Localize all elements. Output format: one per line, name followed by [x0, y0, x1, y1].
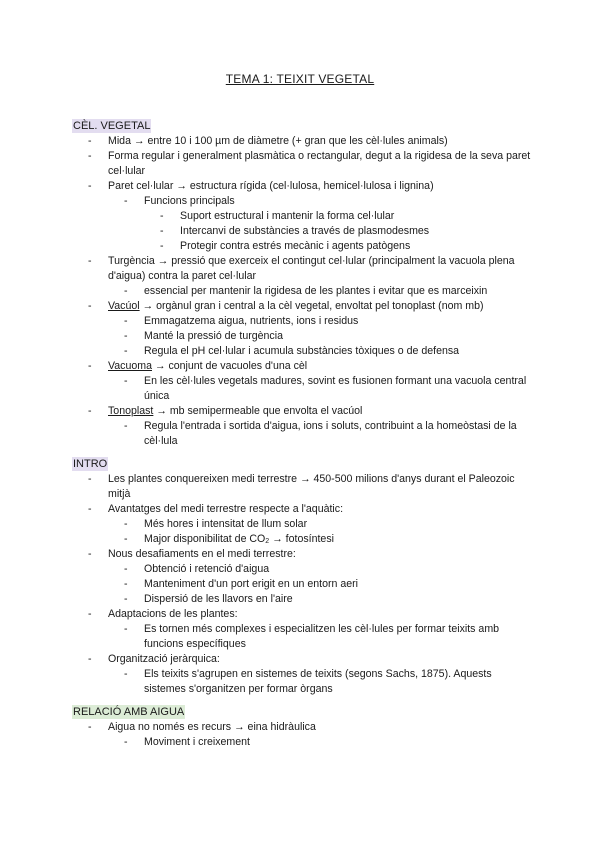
cel-vegetal-list	[72, 134, 532, 449]
bullet-dash-icon: -	[124, 533, 128, 545]
bullet-dash-icon: -	[88, 150, 92, 162]
list-item: - Manté la pressió de turgència	[124, 330, 283, 342]
section-heading-intro: INTRO	[73, 458, 108, 470]
bullet-dash-icon: -	[88, 255, 92, 267]
document-title: TEMA 1: TEIXIT VEGETAL	[225, 72, 375, 86]
bullet-dash-icon: -	[160, 210, 164, 222]
bullet-dash-icon: -	[88, 548, 92, 560]
section-cel-vegetal	[72, 119, 532, 449]
list-item: - Dispersió de les llavors en l'aire	[124, 593, 293, 605]
list-item: - Mida → entre 10 i 100 µm de diàmetre (+ gran que les cèl·lules animals)	[88, 135, 448, 147]
bullet-dash-icon: -	[88, 300, 92, 312]
bullet-dash-icon: -	[88, 360, 92, 372]
bullet-dash-icon: -	[124, 375, 128, 387]
list-item: - Avantatges del medi terrestre respecte a l'aquàtic:	[88, 503, 344, 515]
list-item: - Més hores i intensitat de llum solar	[124, 518, 308, 530]
list-item: - Major disponibilitat de $CO_2$ → fotosíntesi	[124, 533, 334, 545]
bullet-dash-icon: -	[124, 518, 128, 530]
bullet-dash-icon: -	[160, 240, 164, 252]
list-item: - Moviment i creixement	[124, 736, 250, 748]
list-item: - Funcions principals	[124, 195, 235, 207]
list-item: - Regula l'entrada i sortida d'aigua, ions i soluts, contribuint a la homeòstasi de la cèl·lula	[124, 420, 517, 447]
section-relacio-amb-aigua	[72, 705, 532, 750]
bullet-dash-icon: -	[88, 503, 92, 515]
bullet-dash-icon: -	[124, 593, 128, 605]
list-item: - Els teixits s'agrupen en sistemes de teixits (segons Sachs, 1875). Aquests sistemes s'organitzen per formar òrgans	[124, 668, 492, 695]
bullet-dash-icon: -	[160, 225, 164, 237]
section-intro	[72, 457, 532, 697]
list-item: - Forma regular i generalment plasmàtica o rectangular, degut a la rigidesa de la seva paret cel·lular	[88, 150, 531, 177]
list-item: - Adaptacions de les plantes:	[88, 608, 238, 620]
term-vacuol: Vacúol	[108, 300, 140, 312]
bullet-dash-icon: -	[124, 668, 128, 680]
list-item: - Intercanvi de substàncies a través de plasmodesmes	[160, 225, 430, 237]
bullet-dash-icon: -	[124, 285, 128, 297]
bullet-dash-icon: -	[88, 473, 92, 485]
bullet-dash-icon: -	[124, 315, 128, 327]
list-item: - Es tornen més complexes i especialitzen les cèl·lules per formar teixits amb funcions específiques	[124, 623, 500, 650]
list-item: - Turgència → pressió que exerceix el contingut cel·lular (principalment la vacuola plena d'aigua) contra la paret cel·lular	[88, 255, 515, 282]
list-item: - Aigua no només es recurs → eina hidràulica	[88, 721, 316, 733]
list-item: - Protegir contra estrés mecànic i agents patògens	[160, 240, 411, 252]
section-heading-cel-vegetal: CÈL. VEGETAL	[73, 120, 151, 132]
bullet-dash-icon: -	[124, 345, 128, 357]
list-item: - Nous desafiaments en el medi terrestre:	[88, 548, 296, 560]
list-item: - Organització jeràrquica:	[88, 653, 220, 665]
relacio-list	[72, 720, 532, 750]
section-heading-relacio: RELACIÓ AMB AIGUA	[73, 706, 185, 718]
list-item: - Manteniment d'un port erigit en un entorn aeri	[124, 578, 359, 590]
term-tonoplast: Tonoplast	[108, 405, 154, 417]
list-item: - Emmagatzema aigua, nutrients, ions i residus	[124, 315, 359, 327]
list-item: - Obtenció i retenció d'aigua	[124, 563, 270, 575]
list-item: - Les plantes conquereixen medi terrestre → 450-500 milions d'anys durant el Paleozoic mitjà	[88, 473, 515, 500]
bullet-dash-icon: -	[124, 578, 128, 590]
bullet-dash-icon: -	[124, 623, 128, 635]
bullet-dash-icon: -	[124, 195, 128, 207]
list-item: - Vacúol → orgànul gran i central a la cèl vegetal, envoltat pel tonoplast (nom mb)	[88, 300, 484, 312]
bullet-dash-icon: -	[88, 653, 92, 665]
bullet-dash-icon: -	[124, 420, 128, 432]
list-item: - Paret cel·lular → estructura rígida (cel·lulosa, hemicel·lulosa i lignina)	[88, 180, 434, 192]
bullet-dash-icon: -	[88, 180, 92, 192]
intro-list	[72, 472, 532, 697]
list-item: - Vacuoma → conjunt de vacuoles d'una cèl	[88, 360, 308, 372]
bullet-dash-icon: -	[88, 135, 92, 147]
bullet-dash-icon: -	[124, 330, 128, 342]
bullet-dash-icon: -	[88, 721, 92, 733]
bullet-dash-icon: -	[88, 608, 92, 620]
list-item: - En les cèl·lules vegetals madures, sovint es fusionen formant una vacuola central única	[124, 375, 527, 402]
bullet-dash-icon: -	[88, 405, 92, 417]
term-vacuoma: Vacuoma	[108, 360, 152, 372]
bullet-dash-icon: -	[124, 736, 128, 748]
list-item: - Suport estructural i mantenir la forma cel·lular	[160, 210, 395, 222]
list-item: - Regula el pH cel·lular i acumula substàncies tòxiques o de defensa	[124, 345, 460, 357]
list-item: - essencial per mantenir la rigidesa de les plantes i evitar que es marceixin	[124, 285, 488, 297]
bullet-dash-icon: -	[124, 563, 128, 575]
list-item: - Tonoplast → mb semipermeable que envolta el vacúol	[88, 405, 363, 417]
